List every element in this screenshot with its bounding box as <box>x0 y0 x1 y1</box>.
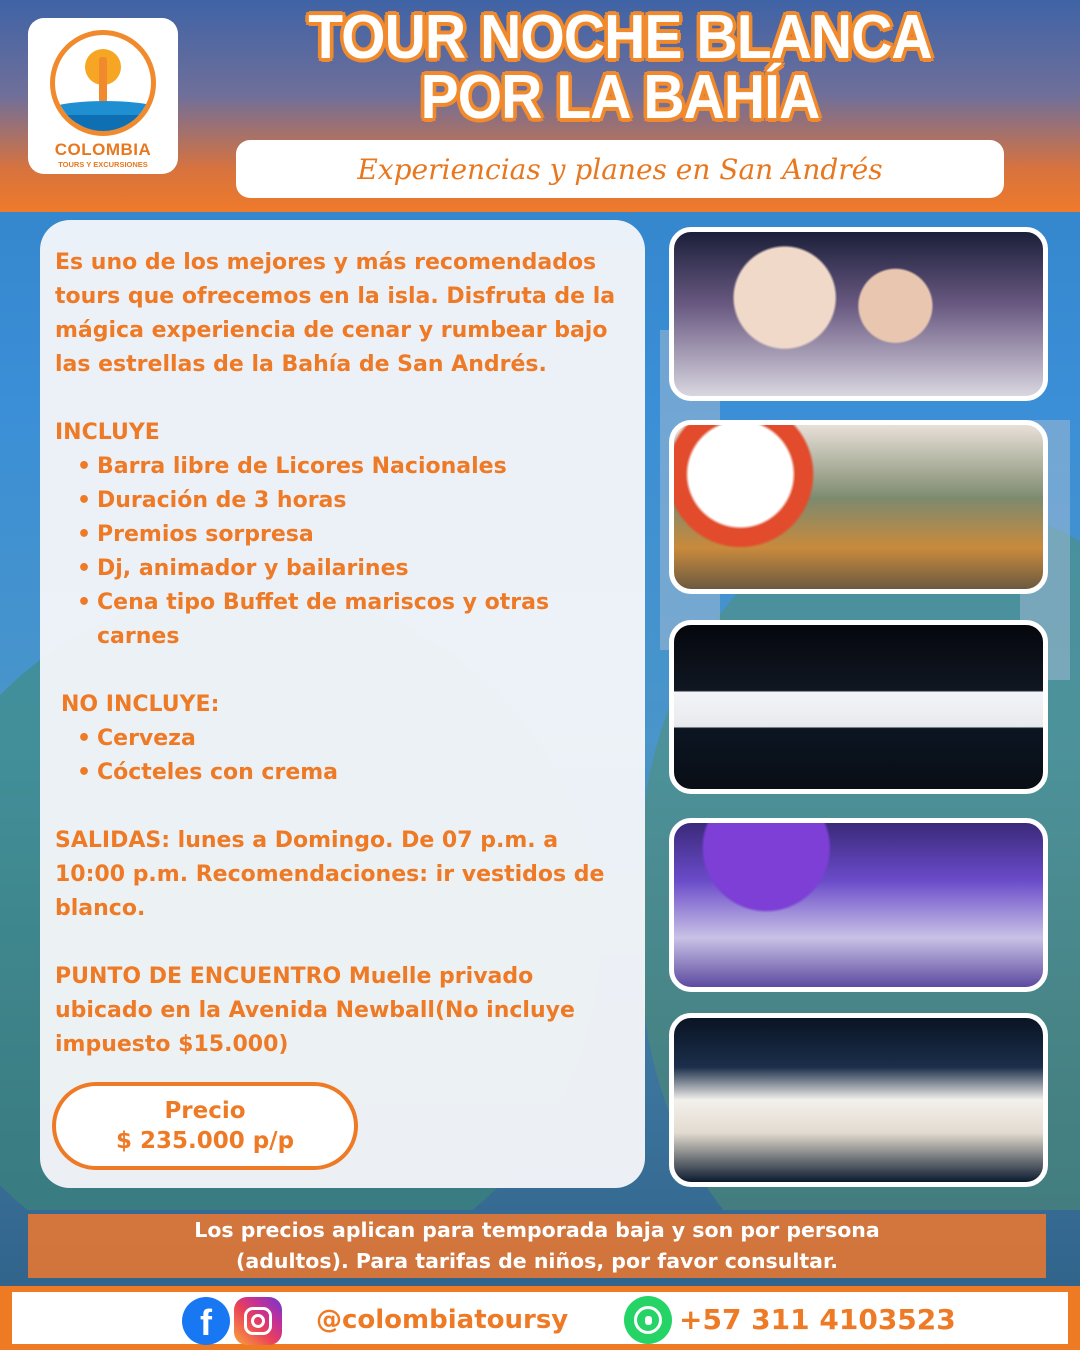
list-item: • Cena tipo Buffet de mariscos y otras carnes <box>77 586 631 654</box>
price-badge <box>52 1082 358 1170</box>
facebook-icon[interactable]: f <box>182 1297 230 1345</box>
whatsapp-icon[interactable] <box>624 1296 672 1344</box>
list-item: • Dj, animador y bailarines <box>77 552 631 586</box>
tour-intro: Es uno de los mejores y más recomendados tours que ofrecemos en la isla. Disfruta de la mágica experiencia de cenar y rumbear bajo las estrellas de la Bahía de San Andrés. <box>55 250 616 377</box>
excludes-list <box>77 722 631 790</box>
meeting-point-text: PUNTO DE ENCUENTRO Muelle privado ubicado en la Avenida Newball(No incluye impuesto $15.000) <box>55 964 575 1057</box>
includes-list <box>77 450 631 654</box>
list-item: • Premios sorpresa <box>77 518 631 552</box>
instagram-icon[interactable] <box>234 1297 282 1345</box>
logo-name: COLOMBIA <box>54 140 152 159</box>
list-item: • Cerveza <box>77 722 631 756</box>
logo-subtitle: TOURS Y EXCURSIONES <box>58 160 148 169</box>
title-line-1: TOUR NOCHE BLANCA <box>308 3 932 72</box>
includes-title: INCLUYE <box>55 420 160 445</box>
photo-party-guests <box>669 227 1048 401</box>
logo <box>28 18 178 174</box>
photo-boat-aerial <box>669 1013 1048 1187</box>
footer-contact-bar <box>12 1292 1068 1344</box>
photo-buffet <box>669 420 1048 594</box>
photo-dance-deck <box>669 818 1048 992</box>
header <box>0 0 1080 212</box>
logo-emblem-icon <box>50 30 156 136</box>
disclaimer-line-1: Los precios aplican para temporada baja y son por persona <box>194 1218 880 1242</box>
price-disclaimer <box>28 1214 1046 1278</box>
excludes-title: NO INCLUYE: <box>61 692 220 717</box>
list-item: • Cócteles con crema <box>77 756 631 790</box>
list-item: • Barra libre de Licores Nacionales <box>77 450 631 484</box>
subtitle: Experiencias y planes en San Andrés <box>236 140 1004 198</box>
disclaimer-line-2: (adultos). Para tarifas de niños, por favor consultar. <box>236 1249 838 1273</box>
phone-number[interactable]: +57 311 4103523 <box>679 1303 956 1336</box>
footer <box>0 1286 1080 1350</box>
list-item: • Duración de 3 horas <box>77 484 631 518</box>
tour-info-card <box>40 220 645 1188</box>
photo-boat-night <box>669 620 1048 794</box>
page-title <box>270 3 969 132</box>
price-label: Precio <box>164 1098 246 1124</box>
price-value: $ 235.000 p/p <box>115 1128 295 1154</box>
schedule-text: SALIDAS: lunes a Domingo. De 07 p.m. a 10:00 p.m. Recomendaciones: ir vestidos de blanco. <box>55 828 605 921</box>
social-handle[interactable]: @colombiatoursy <box>316 1305 569 1335</box>
title-line-2: POR LA BAHÍA <box>420 63 820 132</box>
